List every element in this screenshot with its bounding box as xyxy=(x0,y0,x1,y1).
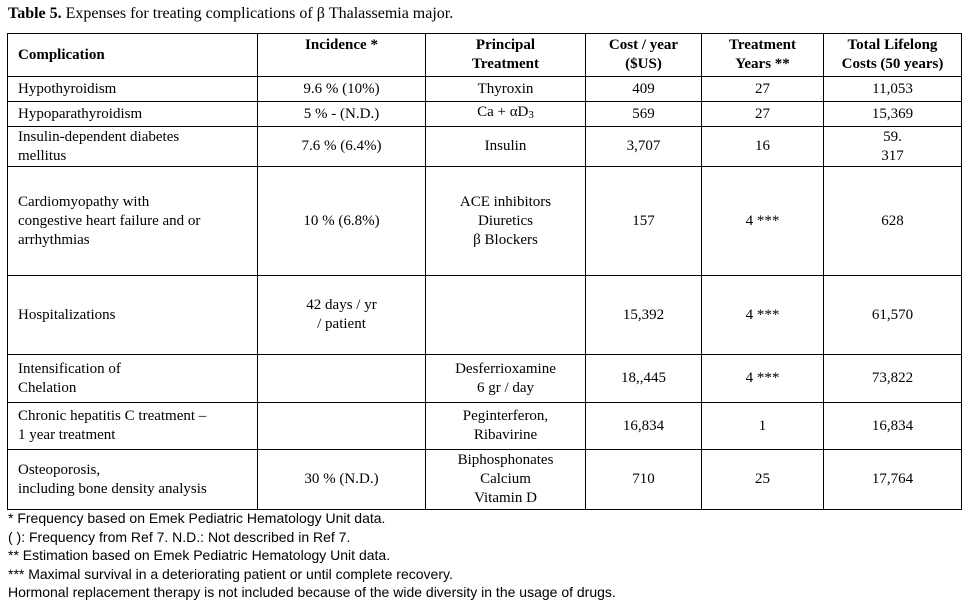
cell-cost: 18,,445 xyxy=(586,355,702,403)
cell-incidence: 5 % - (N.D.) xyxy=(258,102,426,127)
cell-total: 628 xyxy=(824,167,962,276)
table-footnotes xyxy=(8,509,616,602)
header-cost-per-year: Cost / year ($US) xyxy=(586,34,702,77)
cell-cost: 569 xyxy=(586,102,702,127)
cell-treatment: Thyroxin xyxy=(426,77,586,102)
header-total-lifelong-costs: Total Lifelong Costs (50 years) xyxy=(824,34,962,77)
cell-cost: 157 xyxy=(586,167,702,276)
cell-years: 4 *** xyxy=(702,355,824,403)
cell-complication: Cardiomyopathy with congestive heart failure and or arrhythmias xyxy=(8,167,258,276)
header-complication: Complication xyxy=(8,34,258,77)
table-row xyxy=(8,355,962,403)
cell-treatment xyxy=(426,276,586,355)
table-row xyxy=(8,167,962,276)
cell-total: 73,822 xyxy=(824,355,962,403)
expenses-table xyxy=(7,33,962,510)
cell-cost: 16,834 xyxy=(586,403,702,450)
table-caption xyxy=(8,4,453,24)
cell-cost: 3,707 xyxy=(586,127,702,167)
cell-total: 11,053 xyxy=(824,77,962,102)
cell-incidence xyxy=(258,403,426,450)
cell-treatment: Insulin xyxy=(426,127,586,167)
footnote: Hormonal replacement therapy is not included because of the wide diversity in the usage of drugs. xyxy=(8,584,616,601)
cell-years: 4 *** xyxy=(702,276,824,355)
cell-total: 17,764 xyxy=(824,450,962,510)
cell-years: 27 xyxy=(702,102,824,127)
cell-treatment: ACE inhibitors Diuretics β Blockers xyxy=(426,167,586,276)
footnote: ** Estimation based on Emek Pediatric Hematology Unit data. xyxy=(8,547,391,564)
footnote: *** Maximal survival in a deteriorating patient or until complete recovery. xyxy=(8,565,453,582)
cell-incidence: 9.6 % (10%) xyxy=(258,77,426,102)
cell-complication: Chronic hepatitis C treatment – 1 year treatment xyxy=(8,403,258,450)
cell-total: 15,369 xyxy=(824,102,962,127)
cell-incidence: 30 % (N.D.) xyxy=(258,450,426,510)
table-row xyxy=(8,450,962,510)
cell-years: 4 *** xyxy=(702,167,824,276)
cell-complication: Hypothyroidism xyxy=(8,77,258,102)
table-label: Table 5. xyxy=(8,5,62,22)
cell-cost: 409 xyxy=(586,77,702,102)
header-incidence: Incidence * xyxy=(258,34,426,77)
cell-incidence: 10 % (6.8%) xyxy=(258,167,426,276)
cell-complication: Hospitalizations xyxy=(8,276,258,355)
cell-years: 1 xyxy=(702,403,824,450)
cell-complication: Hypoparathyroidism xyxy=(8,102,258,127)
cell-years: 16 xyxy=(702,127,824,167)
table-row xyxy=(8,102,962,127)
table-row xyxy=(8,77,962,102)
cell-cost: 15,392 xyxy=(586,276,702,355)
cell-total: 16,834 xyxy=(824,403,962,450)
cell-treatment: $Ca + \alpha D_3$ xyxy=(426,102,586,127)
cell-incidence: 7.6 % (6.4%) xyxy=(258,127,426,167)
header-row xyxy=(8,34,962,77)
table-row xyxy=(8,403,962,450)
cell-incidence xyxy=(258,355,426,403)
cell-complication: Intensification of Chelation xyxy=(8,355,258,403)
table-title: Expenses for treating complications of β Thalassemia major. xyxy=(61,5,454,22)
cell-complication: Osteoporosis, including bone density analysis xyxy=(8,450,258,510)
table-row xyxy=(8,276,962,355)
cell-treatment: Peginterferon, Ribavirine xyxy=(426,403,586,450)
footnote: ( ): Frequency from Ref 7. N.D.: Not described in Ref 7. xyxy=(8,528,351,545)
table-row xyxy=(8,127,962,167)
cell-total: 59. 317 xyxy=(824,127,962,167)
cell-years: 27 xyxy=(702,77,824,102)
cell-treatment: Biphosphonates Calcium Vitamin D xyxy=(426,450,586,510)
cell-total: 61,570 xyxy=(824,276,962,355)
cell-incidence: 42 days / yr / patient xyxy=(258,276,426,355)
cell-treatment: Desferrioxamine 6 gr / day xyxy=(426,355,586,403)
cell-complication: Insulin-dependent diabetes mellitus xyxy=(8,127,258,167)
cell-years: 25 xyxy=(702,450,824,510)
footnote: * Frequency based on Emek Pediatric Hematology Unit data. xyxy=(8,510,386,526)
cell-cost: 710 xyxy=(586,450,702,510)
header-principal-treatment: Principal Treatment xyxy=(426,34,586,77)
header-treatment-years: Treatment Years ** xyxy=(702,34,824,77)
